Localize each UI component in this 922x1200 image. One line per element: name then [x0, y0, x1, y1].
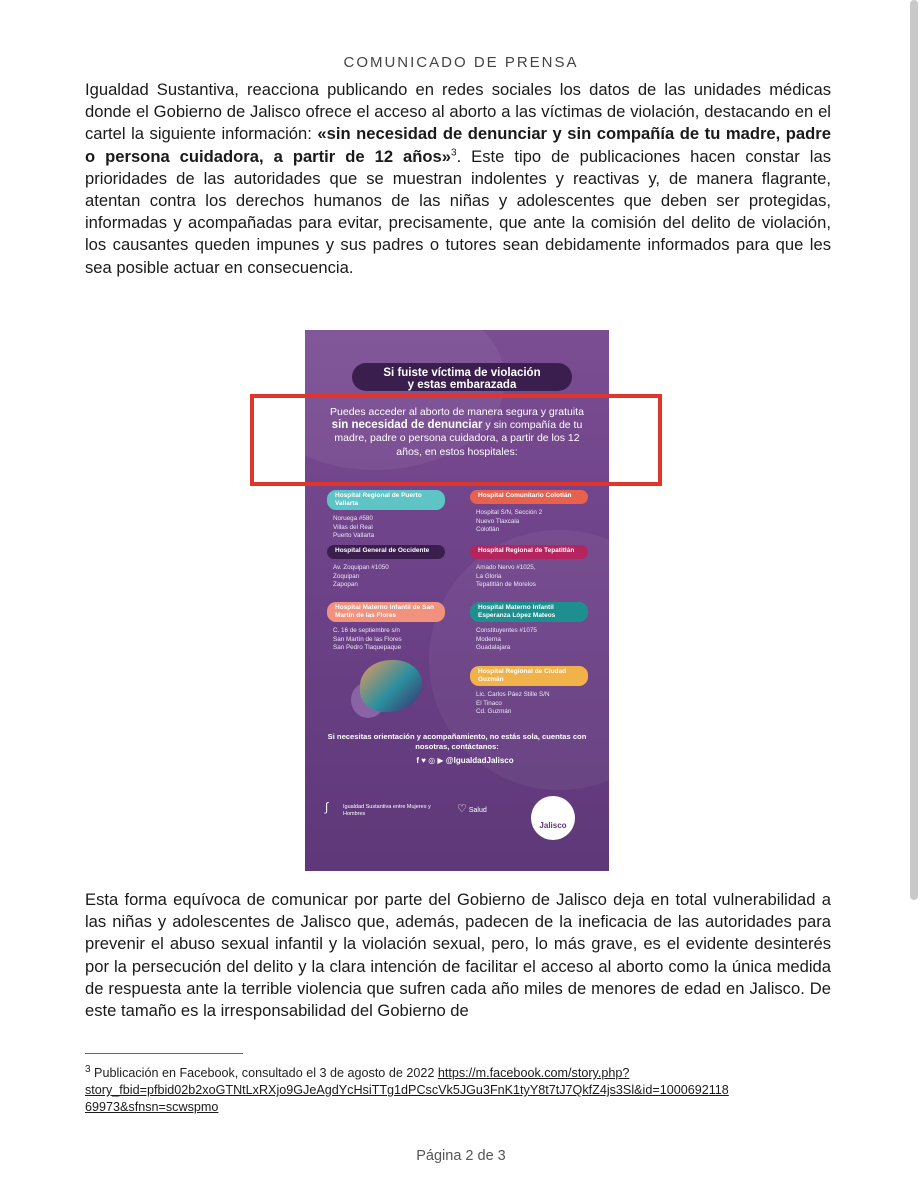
hospital-name: Hospital General de Occidente	[327, 545, 445, 559]
poster-intro-b: y sin compañía de tu madre, padre o persona cuidadora, a partir de los 12 años, en estos hospitales:	[334, 419, 583, 458]
footnote-reference[interactable]: 3	[451, 147, 457, 159]
paragraph-1-text-b: . Este tipo de publicaciones hacen constar las prioridades de las autoridades que se muestran indolentes y reactivas y, de manera flagrante, atentan contra los derechos humanos de las niñas y adolescentes que deben ser protegidas, informadas y acompañadas para evitar, precisamente, que ante la comisión del delito de violación, los causantes queden impunes y sus padres o tutores sean debidamente informados para que les sea posible actuar en consecuencia.	[85, 146, 831, 277]
hospital-name: Hospital Materno Infantil de San Martín de las Flores	[327, 602, 445, 622]
hospital-address: Av. Zoquipan #1050 Zoquipan Zapopan	[333, 564, 389, 589]
poster-contact-text: Si necesitas orientación y acompañamiento, no estás sola, cuentas con nosotras, contáctanos:	[327, 732, 587, 751]
poster-social-handle: f ♥ ◎ ▶ @IgualdadJalisco	[416, 756, 514, 765]
hospital-card	[470, 602, 588, 653]
hospital-name: Hospital Regional de Puerto Vallarta	[327, 490, 445, 510]
poster-logos	[321, 796, 591, 842]
decorative-shape	[360, 660, 422, 712]
footnote-mark: 3	[85, 1063, 91, 1075]
hospital-address: Noruega #580 Villas del Real Puerto Vallarta	[333, 515, 375, 540]
hospital-address: Amado Nervo #1025, La Gloria Tepatitlán de Morelos	[476, 564, 536, 589]
salud-logo: ♡ Salud	[457, 803, 487, 815]
hospital-name: Hospital Regional de Ciudad Guzmán	[470, 666, 588, 686]
hospital-address: Hospital S/N, Sección 2 Nuevo Tlaxcala Colotlán	[476, 509, 543, 534]
hospital-address: Lic. Carlos Páez Stille S/N El Tinaco Cd. Guzmán	[476, 691, 550, 716]
igualdad-logo-icon: ∫	[325, 800, 329, 814]
hospital-name: Hospital Comunitario Colotlán	[470, 490, 588, 504]
paragraph-1	[85, 79, 831, 279]
page-header: COMUNICADO DE PRENSA	[343, 54, 579, 71]
hospital-card	[327, 602, 445, 653]
hospital-card	[470, 666, 588, 717]
highlight-box	[250, 394, 662, 486]
footnote-text: Publicación en Facebook, consultado el 3 de agosto de 2022	[90, 1066, 438, 1080]
poster-headline-line-1: Si fuiste víctima de violación	[383, 367, 541, 379]
igualdad-logo: ∫ Igualdad Sustantiva entre Mujeres y Hombres	[325, 800, 431, 817]
poster-headline	[352, 363, 572, 391]
paragraph-1-bold-quote: «sin necesidad de denunciar y sin compañía de tu madre, padre o persona cuidadora, a partir de 12 años»	[85, 124, 831, 166]
poster-intro-bold: sin necesidad de denunciar	[331, 419, 483, 432]
salud-logo-icon: ♡	[457, 803, 467, 815]
footnote-link[interactable]: https://m.facebook.com/story.php? story_fbid=pfbid02b2xoGTNtLxRXjo9GJeAgdYcHsiTTg1dPCscVk5JGu3FnK1tyY8t7tJ7QkfZ4js3Sl&id=1000692118 69973&sfnsn=scwspmo	[85, 1066, 729, 1114]
hospital-address: Constituyentes #1075 Moderna Guadalajara	[476, 627, 537, 652]
scrollbar[interactable]	[910, 0, 918, 900]
jalisco-seal-logo: Jalisco	[531, 796, 575, 840]
hospital-name: Hospital Materno Infantil Esperanza López Mateos	[470, 602, 588, 622]
hospital-card	[470, 490, 588, 535]
paragraph-1-text-a: Igualdad Sustantiva, reacciona publicando en redes sociales los datos de las unidades médicas donde el Gobierno de Jalisco ofrece el acceso al aborto a las víctimas de violación, destacando en el cartel la siguiente información:	[85, 80, 831, 144]
footnote-divider	[85, 1053, 243, 1054]
paragraph-2: Esta forma equívoca de comunicar por parte del Gobierno de Jalisco deja en total vulnerabilidad a las niñas y adolescentes de Jalisco que, además, padecen de la ineficacia de las autoridades para prevenir el abuso sexual infantil y la violación sexual, pero, lo más grave, es el evidente desinterés por la persecución del delito y la clara intención de facilitar el acceso al aborto como la única medida de respuesta ante la terrible violencia que sufren cada año miles de menores de edad en Jalisco. De este tamaño es la irresponsabilidad del Gobierno de	[85, 890, 831, 1021]
hospital-card	[327, 545, 445, 590]
hospital-name: Hospital Regional de Tepatitlán	[470, 545, 588, 559]
footnote	[85, 1065, 845, 1116]
hospital-address: C. 16 de septiembre s/n San Martín de las Flores San Pedro Tlaquepaque	[333, 627, 402, 652]
hospital-card	[470, 545, 588, 590]
page-number: Página 2 de 3	[416, 1148, 506, 1164]
hospital-card	[327, 490, 445, 541]
poster-headline-line-2: y estas embarazada	[407, 379, 517, 391]
poster-intro-a: Puedes acceder al aborto de manera segura y gratuita	[330, 406, 584, 418]
